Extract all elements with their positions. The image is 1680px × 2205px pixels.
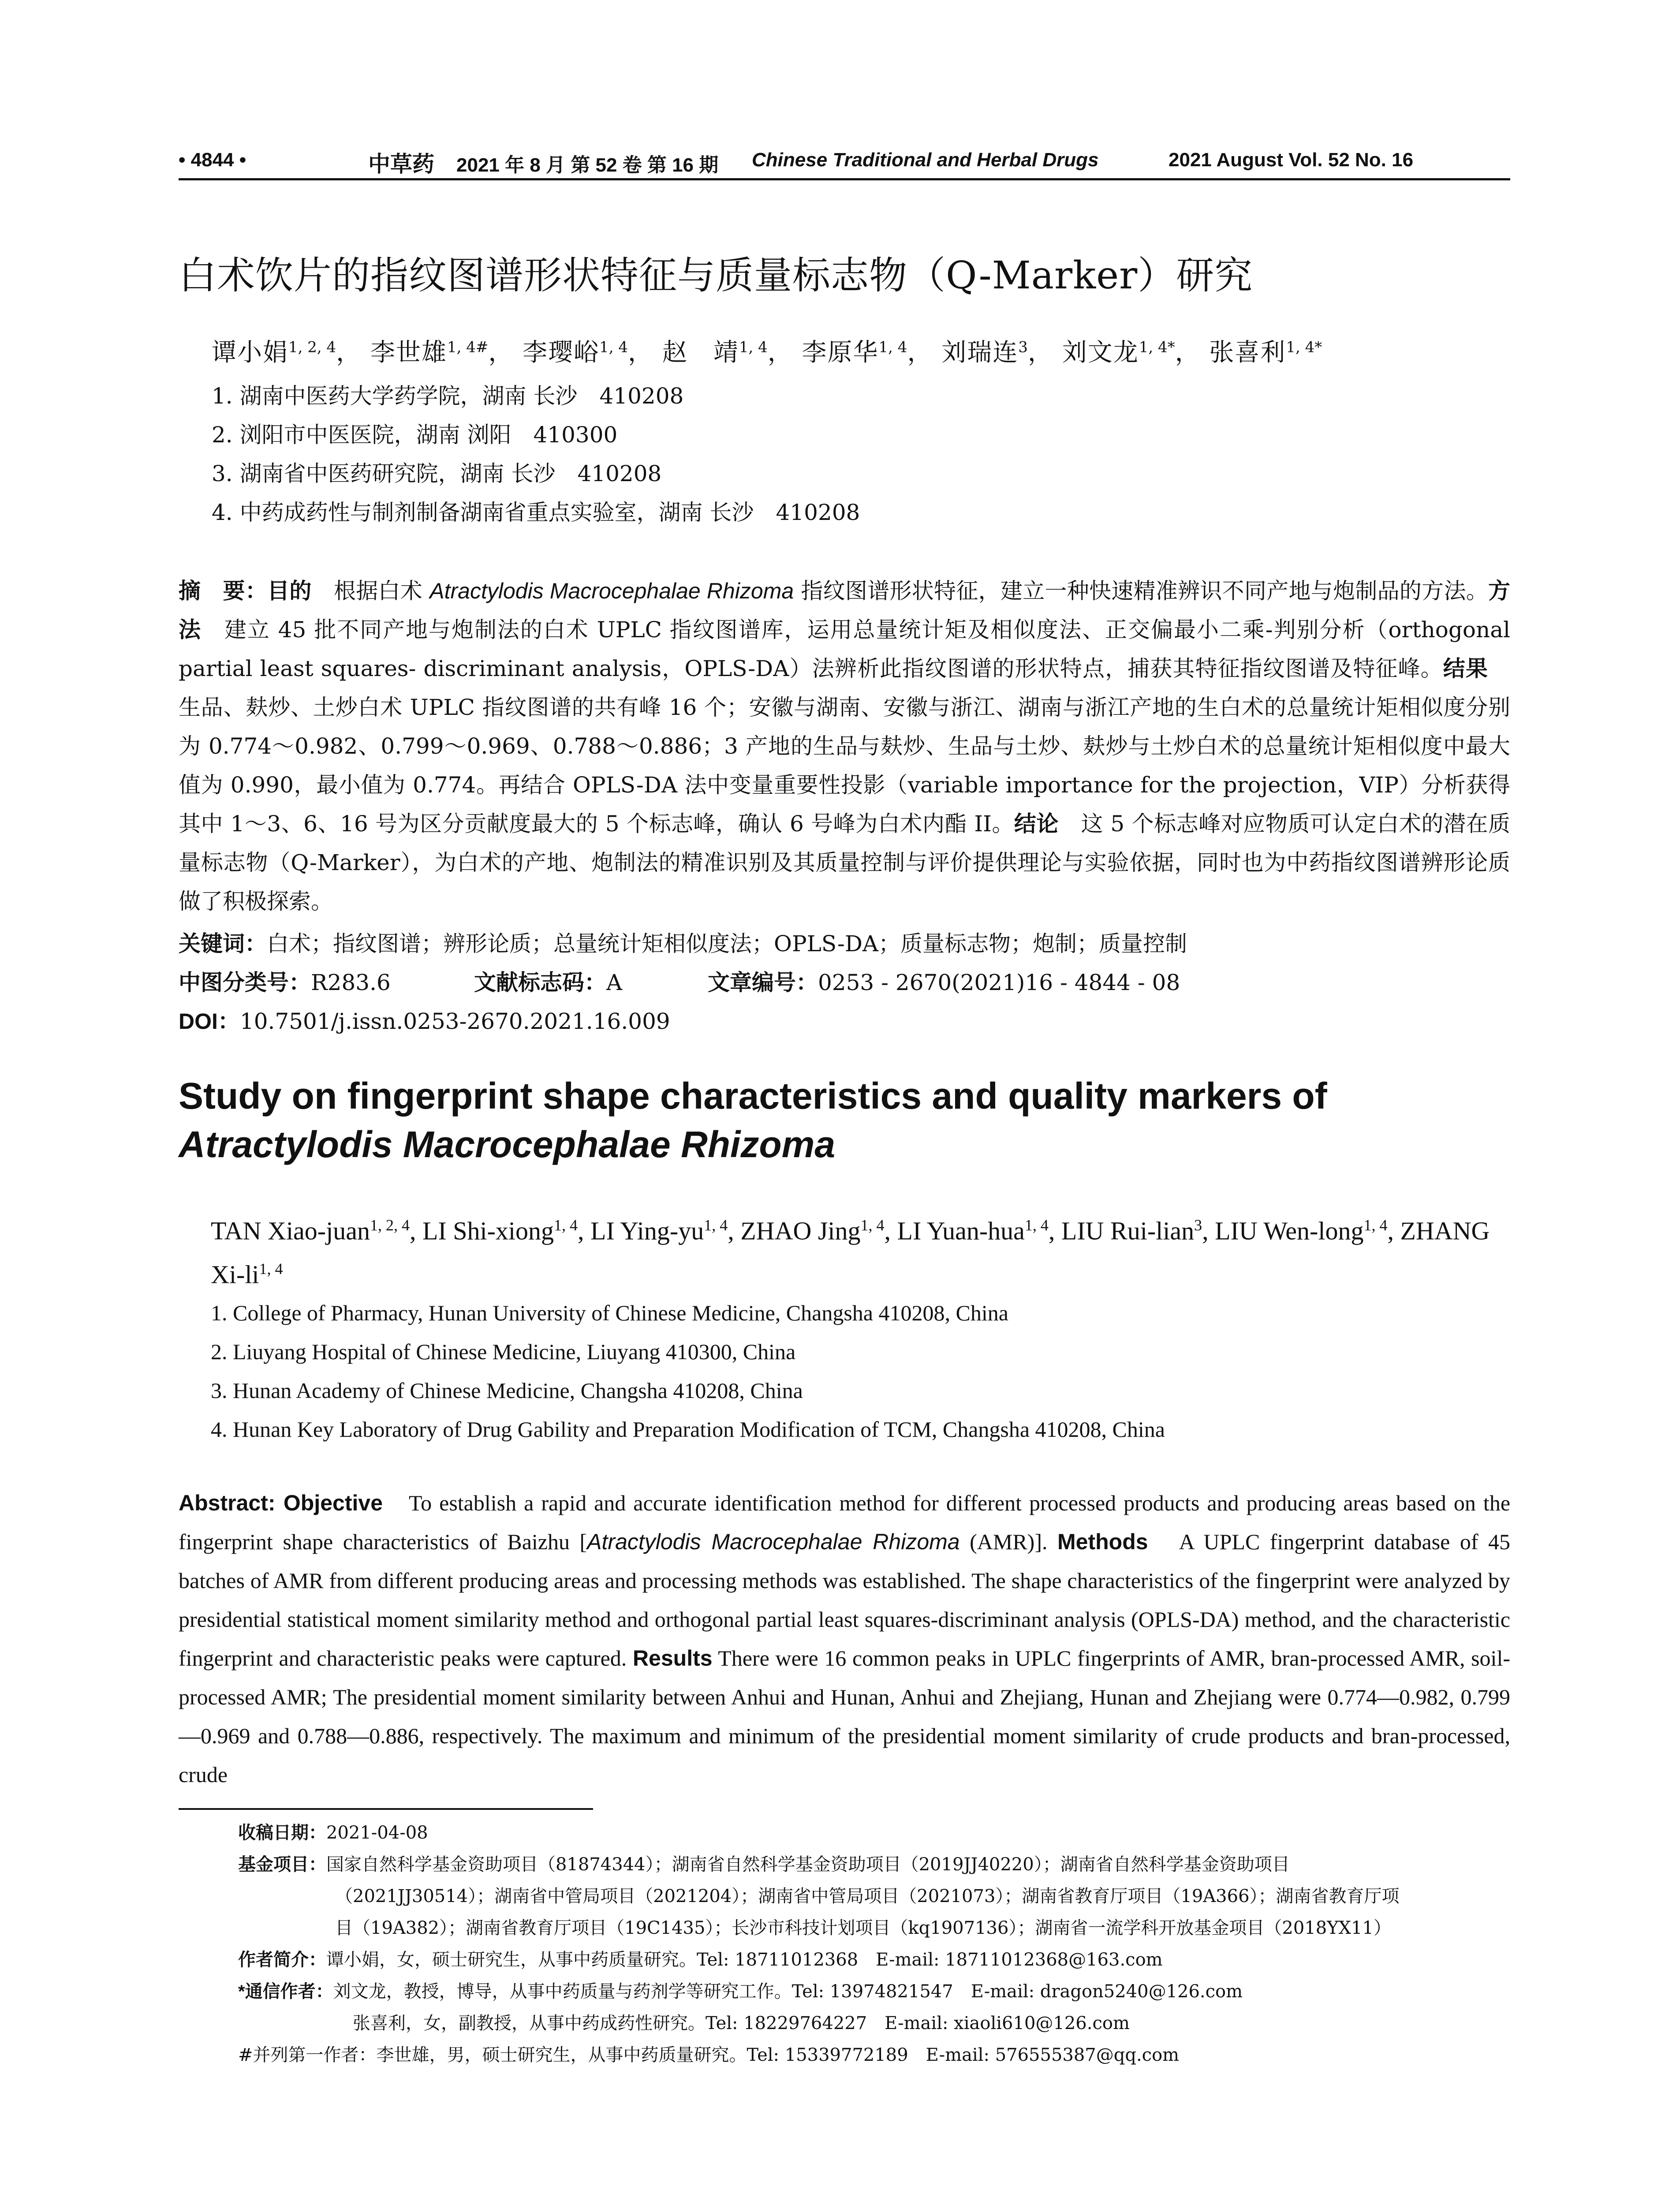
author-separator: ，	[907, 338, 933, 367]
results-label-en: Results	[632, 1646, 713, 1671]
bio-label: 作者简介：	[238, 1950, 326, 1970]
footnote-received	[238, 1817, 428, 1849]
affiliation-cn-1: 1. 湖南中医药大学药学院，湖南 长沙 410208	[212, 383, 684, 409]
author-separator: ，	[628, 338, 654, 367]
footnote-fund-3: 目（19A382）；湖南省教育厅项目（19C1435）；长沙市科技计划项目（kq1907136）；湖南省一流学科开放基金项目（2018YX11）	[335, 1918, 1391, 1938]
running-header	[179, 141, 1510, 176]
journal-name-en: Chinese Traditional and Herbal Drugs	[752, 149, 1099, 171]
received-date: 2021-04-08	[326, 1823, 428, 1843]
results-label: 结果	[1443, 656, 1489, 681]
author-name-en: ZHANG Xi-li	[211, 1216, 1490, 1289]
journal-name-cn: 中草药	[368, 151, 434, 177]
bio-text: 谭小娟，女，硕士研究生，从事中药质量研究。Tel: 18711012368 E-mail: 18711012368@163.com	[326, 1950, 1163, 1970]
abstract-label: 摘 要：	[179, 579, 268, 603]
author-separator: ，	[1027, 338, 1053, 367]
author-affil-sup: 1, 4*	[1286, 338, 1322, 356]
author-affil-sup: 3	[1018, 338, 1028, 356]
results-text-en: There were 16 common peaks in UPLC fingerprints of AMR, bran-processed AMR, soil-processed AMR; The presidential moment similarity between Anhui and Hunan, Anhui and Zhejiang, Hunan and Zhejiang were 0.774—0.982, 0.799—0.969 and 0.788—0.886, respectively. The maximum and minimum of the presidential moment similarity of crude products and bran-processed, crude	[179, 1646, 1510, 1787]
page-number: • 4844 •	[179, 149, 246, 171]
corresponding-label: *通信作者：	[238, 1982, 333, 2001]
header-rule	[179, 178, 1510, 180]
author-affil-sup: 1, 4	[878, 338, 907, 356]
footnote-cofirst: #并列第一作者：李世雄，男，硕士研究生，从事中药质量研究。Tel: 15339772189 E-mail: 576555387@qq.com	[238, 2045, 1180, 2065]
affiliation-cn-2: 2. 浏阳市中医医院，湖南 浏阳 410300	[212, 422, 618, 448]
author-affil-sup: 3	[1194, 1216, 1202, 1234]
author-name: 刘瑞连	[941, 338, 1019, 367]
author-list-cn	[212, 333, 1322, 368]
objective-text: 根据白术	[311, 578, 430, 604]
author-name-en: LI Yuan-hua	[897, 1216, 1025, 1245]
author-separator: ,	[1387, 1216, 1400, 1245]
clc-label: 中图分类号：	[179, 970, 311, 995]
objective-text-en: To establish a rapid and accurate identification method for different processed products and producing areas based on the fingerprint shape characteristics of Baizhu [	[179, 1491, 1511, 1554]
methods-label-en: Methods	[1057, 1529, 1148, 1554]
issue-cn: 2021 年 8 月 第 52 卷 第 16 期	[456, 154, 719, 176]
author-name-en: LIU Wen-long	[1215, 1216, 1364, 1245]
keywords-cn	[179, 926, 1187, 958]
author-affil-sup: 1, 4	[739, 338, 768, 356]
fund-label: 基金项目：	[238, 1855, 326, 1874]
author-affil-sup: 1, 2, 4	[370, 1216, 410, 1234]
objective-label-en: Objective	[283, 1491, 383, 1515]
methods-text-en: A UPLC fingerprint database of 45 batches of AMR from different producing areas and processing methods was established. The shape characteristics of the fingerprint were analyzed by presidential statistical moment similarity method and orthogonal partial least squares-discriminant analysis (OPLS-DA) method, and the characteristic fingerprint and characteristic peaks were captured.	[179, 1529, 1510, 1671]
fund-text-1: 国家自然科学基金资助项目（81874344）；湖南省自然科学基金资助项目（2019JJ40220）；湖南省自然科学基金资助项目	[326, 1854, 1290, 1875]
author-name-en: LIU Rui-lian	[1061, 1216, 1195, 1245]
title-en-latin: Atractylodis Macrocephalae Rhizoma	[179, 1124, 836, 1165]
author-name: 谭小娟	[212, 338, 288, 367]
author-separator: ,	[1202, 1216, 1215, 1245]
author-affil-sup: 1, 4#	[447, 338, 489, 356]
author-separator: ，	[1175, 338, 1201, 367]
author-name-en: LI Shi-xiong	[422, 1216, 554, 1245]
affiliation-en-4: 4. Hunan Key Laboratory of Drug Gability and Preparation Modification of TCM, Changsha 410208, China	[211, 1417, 1165, 1442]
author-name: 李世雄	[370, 338, 447, 367]
author-name-en: TAN Xiao-juan	[211, 1216, 370, 1245]
latin-name-en: Atractylodis Macrocephalae Rhizoma	[587, 1529, 960, 1554]
doi-link[interactable]: 10.7501/j.issn.0253-2670.2021.16.009	[239, 1009, 670, 1034]
author-affil-sup: 1, 4	[1363, 1216, 1388, 1234]
doc-code-label: 文献标志码：	[474, 970, 606, 995]
footnote-bio	[238, 1944, 1163, 1976]
author-list-en	[211, 1206, 1512, 1294]
author-affil-sup: 1, 4	[860, 1216, 885, 1234]
author-affil-sup: 1, 4	[599, 338, 628, 356]
footnote-rule	[179, 1808, 593, 1810]
author-separator: ，	[767, 338, 793, 367]
affiliation-en-1: 1. College of Pharmacy, Hunan University of Chinese Medicine, Changsha 410208, China	[211, 1301, 1008, 1325]
author-affil-sup: 1, 4	[704, 1216, 728, 1234]
author-separator: ,	[728, 1216, 741, 1245]
clc-value: R283.6	[311, 970, 391, 995]
author-name: 李原华	[802, 338, 879, 367]
affiliation-en-3: 3. Hunan Academy of Chinese Medicine, Changsha 410208, China	[211, 1378, 803, 1403]
keywords-text: 白术；指纹图谱；辨形论质；总量统计矩相似度法；OPLS-DA；质量标志物；炮制；质量控制	[267, 931, 1187, 957]
issue-en: 2021 August Vol. 52 No. 16	[1169, 149, 1414, 171]
article-title-cn: 白术饮片的指纹图谱形状特征与质量标志物（Q-Marker）研究	[179, 254, 1253, 298]
author-separator: ，	[488, 338, 514, 367]
author-affil-sup: 1, 4	[259, 1260, 283, 1278]
objective-text-cont: 指纹图谱形状特征，建立一种快速精准辨识不同产地与炮制品的方法。	[794, 578, 1489, 604]
doc-code-value: A	[606, 970, 623, 995]
author-affil-sup: 1, 2, 4	[288, 338, 336, 356]
abstract-en	[179, 1484, 1510, 1794]
doi-line	[179, 1004, 670, 1035]
methods-text: 建立 45 批不同产地与炮制法的白术 UPLC 指纹图谱库，运用总量统计矩及相似度法、正交偏最小二乘-判别分析（orthogonal partial least squares- discriminant analysis，OPLS-DA）法辨析此指纹图谱的形状特点，捕获其特征指纹图谱及特征峰。	[179, 617, 1510, 681]
author-affil-sup: 1, 4	[1024, 1216, 1049, 1234]
author-affil-sup: 1, 4*	[1139, 338, 1175, 356]
author-name-en: ZHAO Jing	[740, 1216, 861, 1245]
keywords-label: 关键词：	[179, 931, 267, 956]
author-name: 李璎峪	[523, 338, 600, 367]
affiliation-cn-4: 4. 中药成药性与制剂制备湖南省重点实验室，湖南 长沙 410208	[212, 500, 860, 525]
author-separator: ，	[336, 338, 362, 367]
received-label: 收稿日期：	[238, 1823, 326, 1842]
abstract-cn	[179, 572, 1510, 921]
footnote-fund-2: （2021JJ30514）；湖南省中管局项目（2021204）；湖南省中管局项目（2021073）；湖南省教育厅项目（19A366）；湖南省教育厅项	[335, 1886, 1400, 1906]
author-name: 张喜利	[1209, 338, 1286, 367]
author-separator: ,	[1048, 1216, 1061, 1245]
affiliation-cn-3: 3. 湖南省中医药研究院，湖南 长沙 410208	[212, 461, 662, 486]
author-name: 刘文龙	[1062, 338, 1139, 367]
conclusion-text: 这 5 个标志峰对应物质可认定白术的潜在质量标志物（Q-Marker），为白术的产地、炮制法的精准识别及其质量控制与评价提供理论与实验依据，同时也为中药指纹图谱辨形论质做了积极探索。	[179, 811, 1510, 914]
abstract-label-en: Abstract:	[179, 1491, 284, 1515]
author-separator: ,	[578, 1216, 591, 1245]
author-name: 赵 靖	[662, 338, 739, 367]
conclusion-label: 结论	[1014, 811, 1059, 836]
article-number-label: 文章编号：	[708, 970, 818, 995]
author-name-en: LI Ying-yu	[590, 1216, 704, 1245]
author-separator: ,	[884, 1216, 897, 1245]
article-title-en	[179, 1072, 1510, 1169]
article-number-value: 0253 - 2670(2021)16 - 4844 - 08	[818, 970, 1180, 995]
footnote-corresponding	[238, 1976, 1243, 2007]
objective-label: 目的	[267, 579, 312, 603]
objective-end-en: (AMR)].	[959, 1529, 1058, 1554]
latin-name: Atractylodis Macrocephalae Rhizoma	[429, 579, 794, 603]
affiliation-en-2: 2. Liuyang Hospital of Chinese Medicine, Liuyang 410300, China	[211, 1339, 796, 1364]
corresponding-text-1: 刘文龙，教授，博导，从事中药质量与药剂学等研究工作。Tel: 13974821547 E-mail: dragon5240@126.com	[333, 1981, 1243, 2002]
doi-label: DOI：	[179, 1009, 240, 1034]
title-en-text: Study on fingerprint shape characteristics and quality markers of	[179, 1075, 1327, 1117]
author-separator: ,	[409, 1216, 422, 1245]
methods-label: 方法	[179, 579, 1511, 642]
footnote-corresponding-2: 张喜利，女，副教授，从事中药成药性研究。Tel: 18229764227 E-mail: xiaoli610@126.com	[353, 2013, 1130, 2033]
results-text: 生品、麸炒、土炒白术 UPLC 指纹图谱的共有峰 16 个；安徽与湖南、安徽与浙江、湖南与浙江产地的生白术的总量统计矩相似度分别为 0.774～0.982、0.799～0.969、0.788～0.886；3 产地的生品与麸炒、生品与土炒、麸炒与土炒白术的总量统计矩相似度中最大值为 0.990，最小值为 0.774。再结合 OPLS-DA 法中变量重要性投影（variable importance for the projection，VIP）分析获得其中 1～3、6、16 号为区分贡献度最大的 5 个标志峰，确认 6 号峰为白术内酯 II。	[179, 656, 1511, 837]
footnote-fund-1	[238, 1849, 1290, 1880]
author-affil-sup: 1, 4	[554, 1216, 578, 1234]
